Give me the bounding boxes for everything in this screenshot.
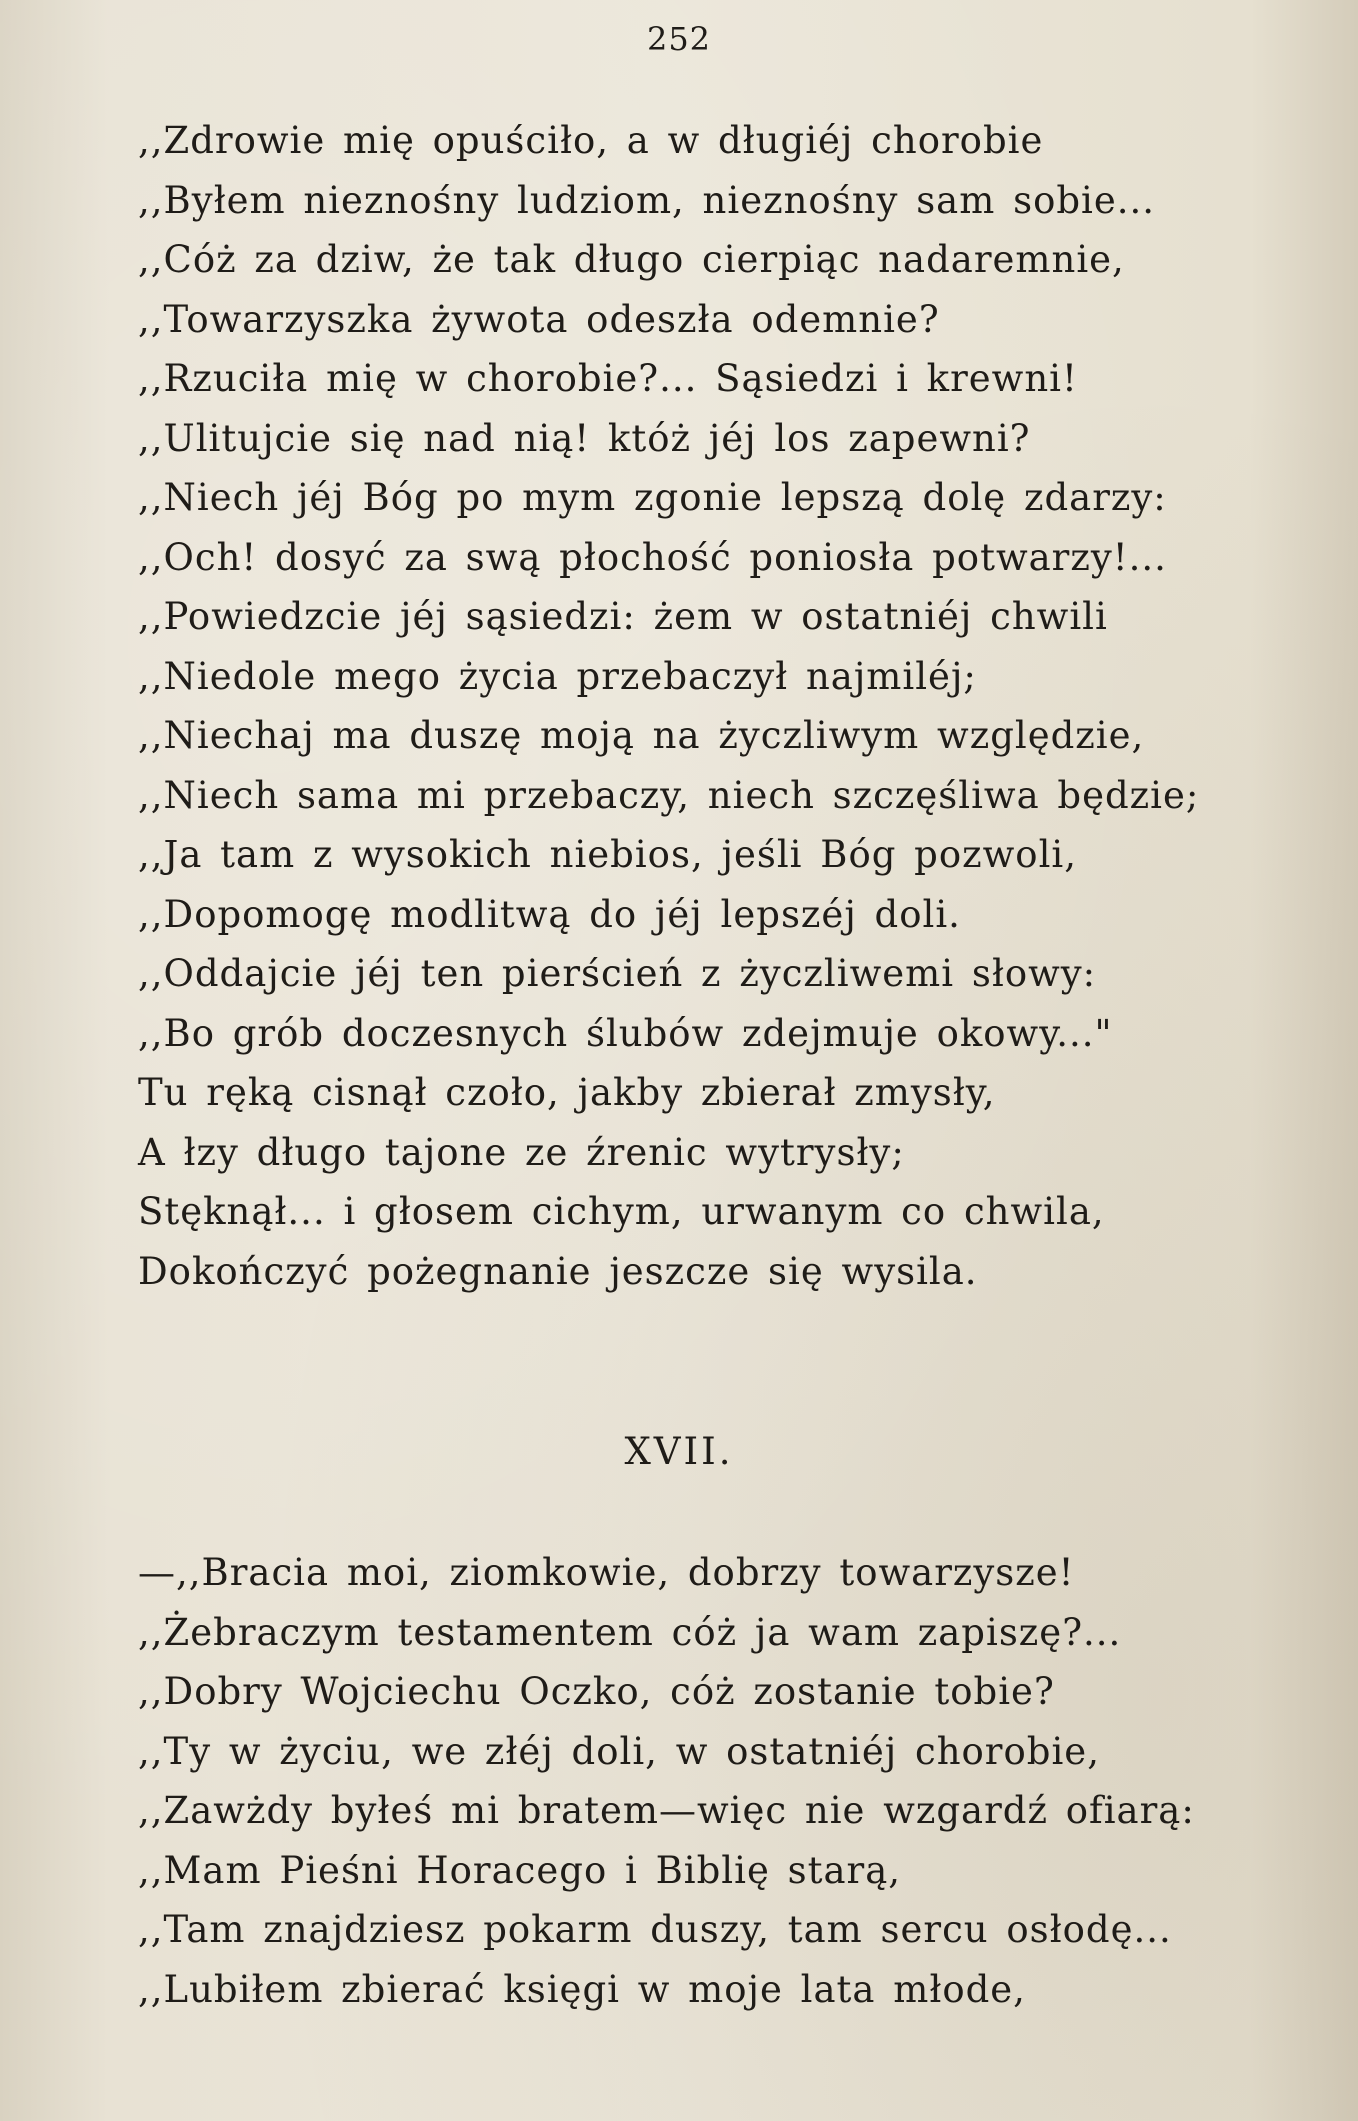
verse-line: ,,Lubiłem zbierać księgi w moje lata młode, (138, 1967, 1026, 2011)
verse-line: ,,Dopomogę modlitwą do jéj lepszéj doli. (138, 892, 961, 936)
verse-line: Dokończyć pożegnanie jeszcze się wysila. (138, 1249, 978, 1293)
verse-line: Stęknął... i głosem cichym, urwanym co chwila, (138, 1190, 1105, 1233)
verse-line: ,,Rzuciła mię w chorobie?... Sąsiedzi i krewni! (138, 357, 1078, 400)
verse-line: ,,Towarzyszka żywota odeszła odemnie? (138, 297, 940, 341)
verse-stanza (138, 1543, 1288, 2019)
verse-line: ,,Niech sama mi przebaczy, niech szczęśliwa będzie; (138, 773, 1200, 817)
verse-line: ,,Ty w życiu, we złéj doli, w ostatniéj chorobie, (138, 1729, 1100, 1773)
verse-line: ,,Mam Pieśni Horacego i Biblię starą, (138, 1848, 902, 1892)
verse-stanza (138, 111, 1288, 1301)
verse-line: ,,Cóż za dziw, że tak długo cierpiąc nadaremnie, (138, 238, 1125, 281)
verse-line: Tu ręką cisnął czoło, jakby zbierał zmysły, (138, 1071, 996, 1114)
verse-line: ,,Niech jéj Bóg po mym zgonie lepszą dolę zdarzy: (138, 476, 1167, 519)
page-number: 252 (646, 20, 712, 58)
verse-line: ,,Byłem nieznośny ludziom, nieznośny sam sobie... (138, 178, 1156, 222)
verse-line: A łzy długo tajone ze źrenic wytrysły; (138, 1130, 905, 1174)
verse-line: ,,Tam znajdziesz pokarm duszy, tam sercu osłodę... (138, 1908, 1172, 1951)
verse-line: ,,Żebraczym testamentem cóż ja wam zapiszę?... (138, 1610, 1122, 1654)
section-heading: XVII. (624, 1430, 734, 1473)
verse-line: ,,Powiedzcie jéj sąsiedzi: żem w ostatniéj chwili (138, 595, 1108, 638)
verse-line: ,,Och! dosyć za swą płochość poniosła potwarzy!... (138, 535, 1167, 579)
verse-line: ,,Niedole mego życia przebaczył najmiléj; (138, 654, 977, 698)
verse-line: ,,Ulitujcie się nad nią! któż jéj los zapewni? (138, 416, 1031, 460)
verse-line: ,,Ja tam z wysokich niebios, jeśli Bóg pozwoli, (138, 833, 1077, 876)
verse-line: ,,Dobry Wojciechu Oczko, cóż zostanie tobie? (138, 1670, 1055, 1713)
verse-line: ,,Oddajcie jéj ten pierścień z życzliwemi słowy: (138, 952, 1097, 995)
verse-line: ,,Bo grób doczesnych ślubów zdejmuje okowy..." (138, 1011, 1113, 1055)
verse-line: ,,Zdrowie mię opuściło, a w długiéj chorobie (138, 119, 1044, 162)
verse-line: —,,Bracia moi, ziomkowie, dobrzy towarzysze! (138, 1551, 1075, 1594)
verse-line: ,,Niechaj ma duszę moją na życzliwym względzie, (138, 714, 1145, 757)
verse-line: ,,Zawżdy byłeś mi bratem—więc nie wzgardź ofiarą: (138, 1789, 1195, 1832)
